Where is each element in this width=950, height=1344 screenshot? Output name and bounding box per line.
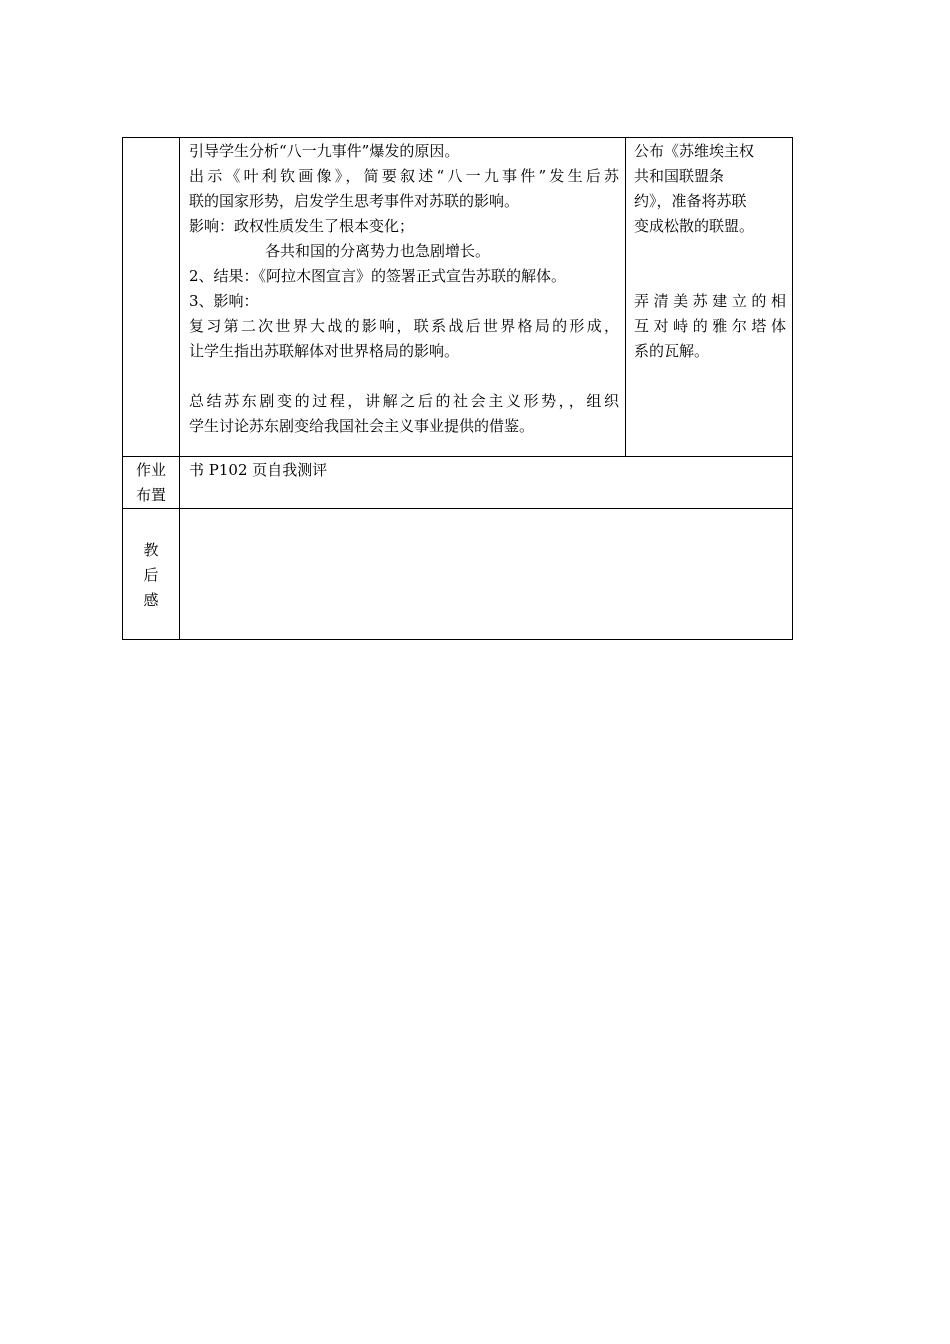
homework-content-cell [180, 457, 793, 509]
notes-cell [626, 138, 793, 457]
process-label-cell [123, 138, 180, 457]
note-line: 变成松散的联盟。 [634, 217, 755, 235]
note-line: 互对峙的雅尔塔体 [634, 317, 786, 335]
reflection-content [180, 509, 792, 510]
reflection-label: 教 [143, 541, 159, 559]
reflection-content-cell [180, 509, 793, 640]
blank-line [634, 264, 786, 289]
reflection-row [123, 509, 793, 640]
content-line: 出示《叶利钦画像》，简要叙述“八一九事件”发生后苏 [189, 167, 619, 185]
process-row [123, 138, 793, 457]
homework-content: 书 P102 页自我测评 [189, 461, 328, 479]
homework-label-cell [123, 457, 180, 509]
content-line: 总结苏东剧变的过程，讲解之后的社会主义形势，，组织 [189, 392, 619, 410]
blank-line [189, 364, 619, 389]
blank-line [634, 239, 786, 264]
content-line: 3、影响： [189, 292, 259, 310]
homework-row [123, 457, 793, 509]
note-line: 系的瓦解。 [634, 342, 710, 360]
note-line: 约》，准备将苏联 [634, 192, 747, 210]
note-line: 共和国联盟条 [634, 167, 725, 185]
note-line: 弄清美苏建立的相 [634, 292, 786, 310]
note-line: 公布《苏维埃主权 [634, 142, 755, 160]
content-line: 学生讨论苏东剧变给我国社会主义事业提供的借鉴。 [189, 417, 535, 435]
content-line: 让学生指出苏联解体对世界格局的影响。 [189, 342, 460, 360]
content-line: 引导学生分析“八一九事件”爆发的原因。 [189, 142, 460, 160]
homework-label: 作业 [135, 461, 166, 479]
homework-label: 布置 [135, 486, 166, 504]
content-line: 各共和国的分离势力也急剧增长。 [265, 242, 491, 260]
content-line: 联的国家形势，启发学生思考事件对苏联的影响。 [189, 192, 520, 210]
teaching-content-cell [180, 138, 626, 457]
content-line: 2、结果：《阿拉木图宣言》的签署正式宣告苏联的解体。 [189, 267, 567, 285]
content-line: 复习第二次世界大战的影响，联系战后世界格局的形成， [189, 317, 619, 335]
reflection-label-cell [123, 509, 180, 640]
reflection-label: 后 [143, 566, 159, 584]
lesson-plan-table [122, 137, 793, 640]
content-line: 影响：政权性质发生了根本变化； [189, 217, 415, 235]
reflection-label: 感 [143, 591, 159, 609]
